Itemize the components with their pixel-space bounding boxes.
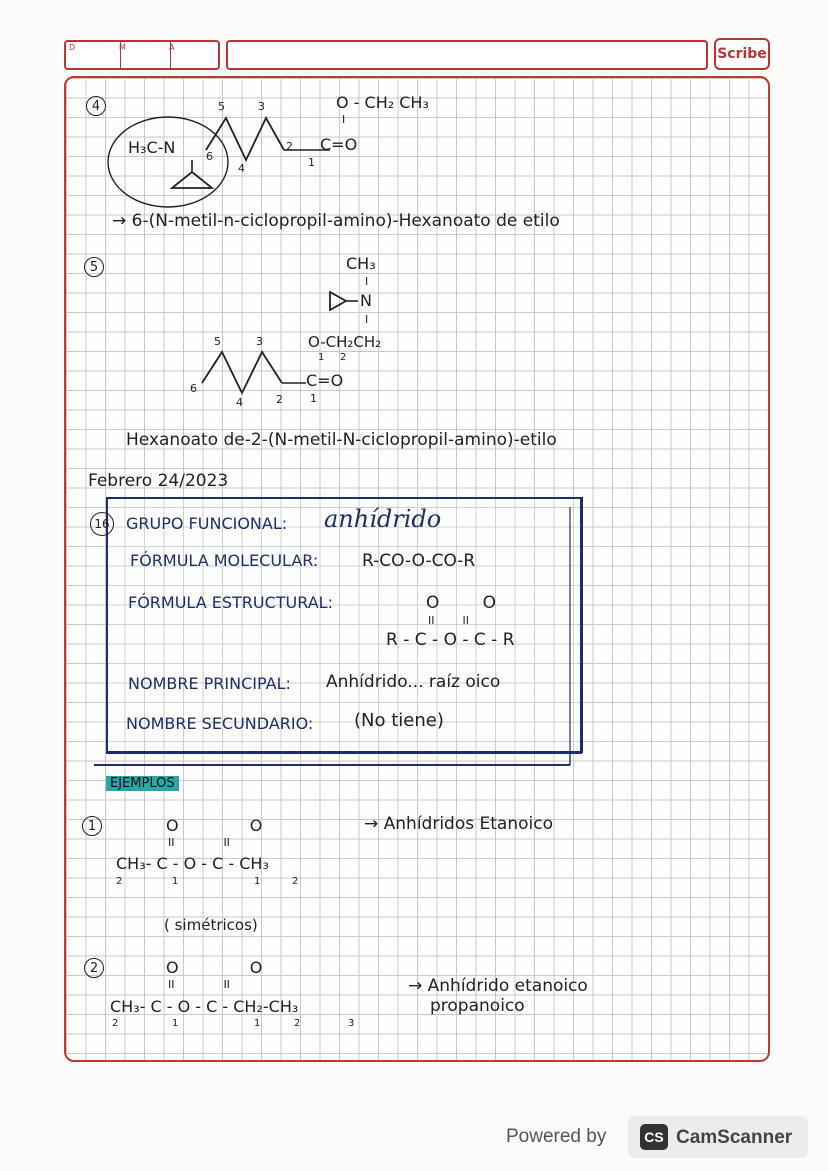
item5-c2: 2 bbox=[276, 393, 283, 406]
item5-methyl: CH₃ bbox=[346, 254, 376, 273]
grupo-funcional-label: GRUPO FUNCIONAL: bbox=[126, 514, 288, 533]
item-number-16: 16 bbox=[90, 512, 114, 536]
item5-ester-chain: O-CH₂CH₂ bbox=[308, 333, 382, 351]
item5-carbonyl: C=O bbox=[306, 371, 344, 390]
example-number-1: 1 bbox=[82, 816, 102, 836]
item4-c6: 6 bbox=[206, 150, 213, 163]
item4-carbonyl: C=O bbox=[320, 135, 358, 154]
item5-ester-n2: 2 bbox=[340, 352, 347, 363]
ex2-n3: 1 bbox=[254, 1018, 261, 1029]
date-heading: Febrero 24/2023 bbox=[88, 471, 229, 491]
ex1-name: → Anhídridos Etanoico bbox=[364, 814, 553, 834]
item5-c4: 4 bbox=[236, 396, 243, 409]
item5-nitrogen: N bbox=[360, 291, 372, 310]
item4-name: → 6-(N-metil-n-ciclopropil-amino)-Hexanoato de etilo bbox=[112, 211, 560, 231]
item5-ester-n1: 1 bbox=[318, 352, 325, 363]
item5-name: Hexanoato de-2-(N-metil-N-ciclopropil-amino)-etilo bbox=[126, 430, 557, 450]
formula-estructural-label: FÓRMULA ESTRUCTURAL: bbox=[128, 593, 333, 612]
formula-estructural-chain: R - C - O - C - R bbox=[386, 630, 515, 650]
item5-bond-upper: I bbox=[365, 275, 369, 288]
item4-c3: 3 bbox=[258, 100, 265, 113]
date-month-cell: M bbox=[116, 42, 171, 68]
item4-amine: H₃C-N bbox=[128, 138, 176, 157]
item4-cyclopropyl bbox=[172, 172, 212, 188]
item4-c1: 1 bbox=[308, 156, 315, 169]
item5-c5: 5 bbox=[214, 335, 221, 348]
camscanner-name: CamScanner bbox=[676, 1127, 793, 1148]
item4-c2: 2 bbox=[286, 140, 293, 153]
item5-bond-lower: I bbox=[365, 313, 369, 326]
item5-cyclopropyl bbox=[330, 292, 346, 310]
camscanner-logo-icon: CS bbox=[640, 1124, 668, 1150]
item5-c3: 3 bbox=[256, 335, 263, 348]
brand-logo: Scribe bbox=[714, 38, 770, 70]
ex2-n1: 2 bbox=[112, 1018, 119, 1029]
example-number-2: 2 bbox=[84, 958, 104, 978]
ex2-n5: 3 bbox=[348, 1018, 355, 1029]
item4-c4: 4 bbox=[238, 162, 245, 175]
ex2-name-line2: propanoico bbox=[430, 996, 525, 1016]
item-number-5: 5 bbox=[84, 257, 104, 277]
grupo-funcional-value: anhídrido bbox=[324, 505, 442, 533]
item5-c6: 6 bbox=[190, 382, 197, 395]
ejemplos-label: EJEMPLOS bbox=[106, 776, 179, 791]
item5-c1: 1 bbox=[310, 392, 317, 405]
ex1-chain: CH₃- C - O - C - CH₃ bbox=[116, 854, 269, 873]
date-year-cell: A bbox=[169, 43, 175, 52]
item5-chain bbox=[202, 352, 282, 393]
ex2-n2: 1 bbox=[172, 1018, 179, 1029]
date-day-cell: D bbox=[66, 42, 121, 68]
formula-molecular-label: FÓRMULA MOLECULAR: bbox=[130, 551, 319, 570]
formula-estructural-oxygens: O O bbox=[426, 593, 496, 613]
formula-estructural-bonds: II II bbox=[428, 614, 469, 627]
nombre-secundario-value: (No tiene) bbox=[354, 710, 444, 731]
nombre-principal-label: NOMBRE PRINCIPAL: bbox=[128, 674, 291, 693]
ex1-n4: 2 bbox=[292, 876, 299, 887]
ex1-oxygens: O O bbox=[166, 816, 263, 835]
item4-bond-o: I bbox=[342, 113, 346, 126]
ex1-n3: 1 bbox=[254, 876, 261, 887]
ex1-bonds: II II bbox=[168, 836, 230, 849]
item4-c5: 5 bbox=[218, 100, 225, 113]
nombre-principal-value: Anhídrido... raíz oico bbox=[326, 672, 501, 692]
ex1-n2: 1 bbox=[172, 876, 179, 887]
item-number-4: 4 bbox=[86, 96, 106, 116]
ex2-name-line1: → Anhídrido etanoico bbox=[408, 976, 588, 996]
powered-by-text: Powered by bbox=[506, 1126, 607, 1147]
ex2-oxygens: O O bbox=[166, 958, 263, 977]
ex1-note: ( simétricos) bbox=[164, 916, 258, 934]
ex1-n1: 2 bbox=[116, 876, 123, 887]
item4-ester-group: O - CH₂ CH₃ bbox=[336, 93, 429, 112]
formula-molecular-value: R-CO-O-CO-R bbox=[362, 551, 476, 571]
item4-chain bbox=[206, 118, 284, 160]
ex2-n4: 2 bbox=[294, 1018, 301, 1029]
ex2-chain: CH₃- C - O - C - CH₂-CH₃ bbox=[110, 997, 299, 1016]
ex2-bonds: II II bbox=[168, 978, 230, 991]
nombre-secundario-label: NOMBRE SECUNDARIO: bbox=[126, 714, 314, 733]
